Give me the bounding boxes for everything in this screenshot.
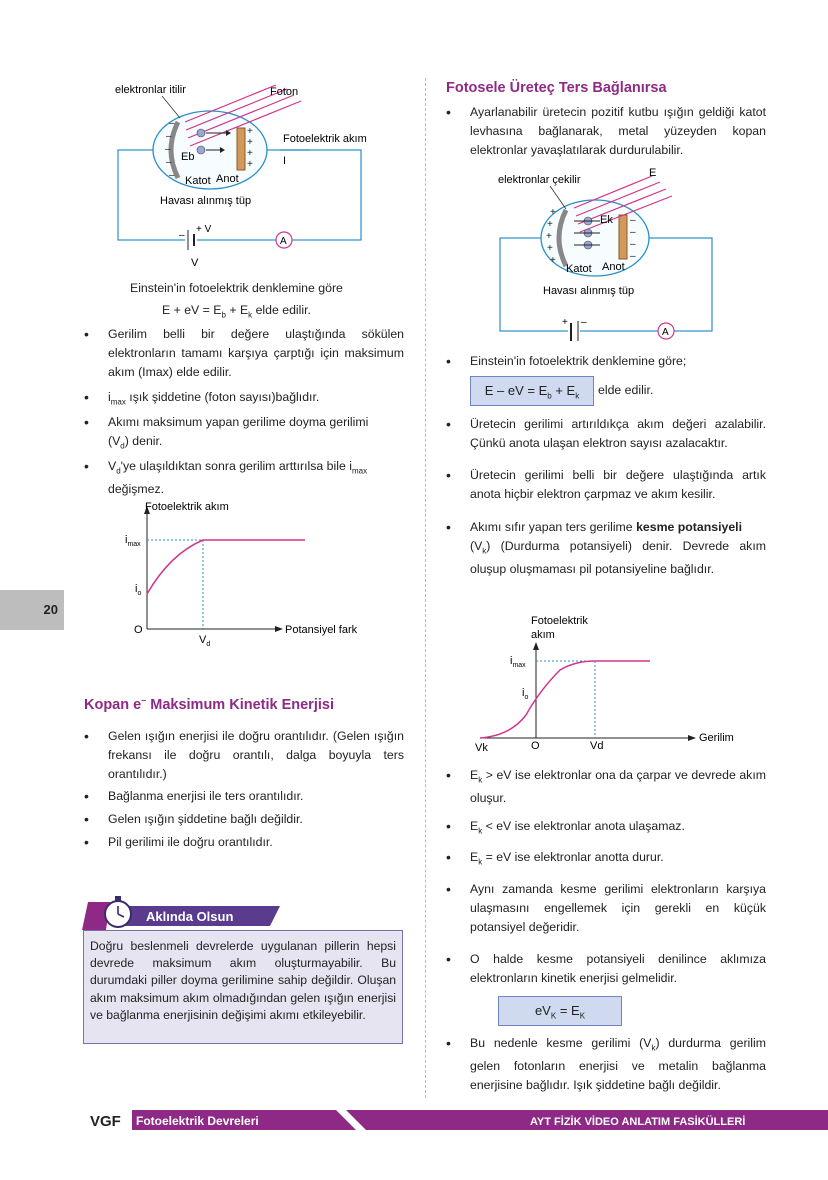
page-number: 20 [43,602,58,617]
battery-plus: + [562,317,568,328]
section-title-kinetic-energy: Kopan e– Maksimum Kinetik Enerjisi [84,695,334,713]
graph1-io-label: $i_o$ [135,583,142,597]
battery-minus: – [179,230,185,241]
battery-v-label: V [191,257,199,269]
ev-ek-box: $eV_K = E_K$ [498,996,622,1026]
left-einstein-intro: Einstein'in fotoelektrik denklemine göre [130,281,343,295]
graph2-y-label-1: Fotoelektrik [531,615,588,627]
ammeter-label: A [662,327,669,338]
right-cond-1: • $E_k$ > eV ise elektronlar ona da çarpar ve devrede akım oluşur. [446,767,766,806]
footer-graphics [88,1106,828,1134]
right-cond-3: • $E_k$ = eV ise elektronlar anotta durur. [446,849,664,867]
saturation-current-graph [115,496,405,651]
current-curve [147,540,305,594]
svg-text:–: – [166,157,172,168]
left-bullet-saturation: • Akımı maksimum yapan gerilime doyma gerilimi $(V_d)$ denir. [84,414,369,451]
graph2-vk-label: Vk [475,742,488,754]
right-einstein-intro: • Einstein'in fotoelektrik denklemine göre; [446,353,687,369]
label-electrons-pulled: elektronlar çekilir [498,174,581,186]
remember-title: Aklında Olsun [146,909,234,924]
graph1-x-label: Potansiyel fark [285,624,358,636]
left-bullet-after-vd: • $V_d'ye$ ulaşıldıktan sonra gerilim arttırılsa bile $i_{max}$ değişmez. [84,458,368,497]
svg-text:–: – [630,251,636,262]
right-cond-2: • $E_k$ < eV ise elektronlar anota ulaşamaz. [446,818,685,836]
label-eb: Eb [181,151,195,163]
graph1-origin: O [134,624,143,636]
battery-plus-v: + V [196,224,212,235]
kinetic-bullet-1: • Gelen ışığın enerjisi ile doğru orantılıdır. (Gelen ışığın frekansı ile doğru orantılı, dalga boyuyla ters orantılıdır.) [84,728,404,781]
right-bullet-last: • Bu nedenle kesme gerilimi $(V_k)$ durdurma gerilim gelen fotonların enerjisi ve metalin bağlanma enerjisine bağlıdır. Işık şiddetine bağlı değildir. [446,1035,766,1093]
anode-plate [619,215,627,259]
left-einstein-equation: E + eV = $E_b + E_k$ elde edilir. [162,303,311,320]
right-bullet-intro: • Ayarlanabilir üretecin pozitif kutbu ışığın geldiği katot levhasına bağlanarak, metal yüzeyden kopan elektronlar yavaşlatılarak durdurulabilir. [446,104,766,157]
current-curve [480,661,650,738]
right-bullet-o-halde: • O halde kesme potansiyeli denilince aklımıza elektronların kinetik enerjisi gelmelidir. [446,951,766,985]
right-bullet-same-time: • Aynı zamanda kesme gerilimi elektronların karşıya ulaşmasını engellemek için gerekli en küçük potansiyel değeridir. [446,881,766,934]
footer-left-title: Fotoelektrik Devreleri [136,1114,259,1128]
right-eq-tail: elde edilir. [598,383,654,397]
ammeter-label: A [280,236,287,247]
graph2-io-label: $i_o$ [522,687,529,701]
reverse-equation-box: E – eV = $E_b + E_k$ [470,376,594,406]
svg-text:–: – [166,131,172,142]
right-bullet-voltage-increase: • Üretecin gerilimi artırıldıkça akım değeri azalabilir. Çünkü anota ulaşan elektron sayısı azalacaktır. [446,416,766,450]
graph2-y-label-2: akım [531,629,555,641]
left-bullet-imax: • Gerilim belli bir değere ulaştığında sökülen elektronların tamamı karşıya çarptığı için maksimum akım (Imax) elde edilir. [84,326,404,379]
svg-text:–: – [630,227,636,238]
page-number-tab [0,590,64,630]
label-anode: Anot [602,261,625,273]
svg-text:+: + [247,137,253,148]
label-anode: Anot [216,173,239,185]
reverse-photocell-diagram [490,165,720,345]
right-title: Fotosele Üreteç Ters Bağlanırsa [446,80,667,96]
anode-plate [237,128,245,170]
kinetic-bullet-4: • Pil gerilimi ile doğru orantılıdır. [84,834,273,850]
graph2-vd-label: Vd [590,740,604,752]
svg-text:+: + [546,231,552,242]
graph2-imax-label: $i_{max}$ [510,655,526,669]
label-cathode: Katot [566,263,592,275]
svg-text:–: – [630,215,636,226]
label-electrons-pushed: elektronlar itilir [115,84,186,96]
svg-text:–: – [169,170,175,181]
kinetic-bullet-3: • Gelen ışığın şiddetine bağlı değildir. [84,811,303,827]
electron [197,146,205,154]
remember-text: Doğru beslenmeli devrelerde uygulanan pillerin hepsi devrede maksimum akım oluşturmayabilir. Bu durumdaki piller doyma gerilimine sahip değildir. Oluşan akım maksimum akım olmadığından gelen ışığın enerjisi ve bağlanma enerjisinin değişimi akımı etkileyebilir. [90,939,396,1022]
svg-text:+: + [550,207,556,218]
svg-text:+: + [247,126,253,137]
svg-text:+: + [547,219,553,230]
column-divider [425,78,426,1098]
graph2-origin: O [531,740,540,752]
svg-text:+: + [247,148,253,159]
footer-right-title: AYT FİZİK VİDEO ANLATIM FASİKÜLLERİ [530,1116,746,1128]
label-vacuum-tube: Havası alınmış tüp [160,195,252,207]
kinetic-bullet-2: • Bağlanma enerjisi ile ters orantılıdır. [84,788,304,804]
label-current-symbol: I [283,155,287,167]
battery-minus: – [581,317,587,328]
left-bullet-intensity: • $i_{max}$ ışık şiddetine (foton sayısı)bağlıdır. [84,389,320,407]
remember-header [80,890,280,932]
svg-text:+: + [550,255,556,266]
electron [197,129,205,137]
svg-text:–: – [169,118,175,129]
svg-text:–: – [165,144,171,155]
label-e: E [649,167,657,179]
right-bullet-current-cut: • Üretecin gerilimi belli bir değere ulaştığında artık anota hiçbir elektron çarpmaz ve akım kesilir. [446,467,766,501]
graph1-vd-label: $V_d$ [199,634,211,648]
graph1-y-label: Fotoelektrik akım [145,501,229,513]
svg-text:+: + [247,159,253,170]
label-vacuum-tube: Havası alınmış tüp [543,285,635,297]
label-ek: Ek [600,214,613,226]
remember-box [83,930,403,1044]
label-photocurrent: Fotoelektrik akım [283,133,367,145]
footer-logo: VGF [90,1113,121,1130]
right-bullet-cutoff-potential: • Akımı sıfır yapan ters gerilime kesme potansiyeli $(V_k)$ (Durdurma potansiyeli) denir. Devrede akım oluşup oluşmaması pil potansiyeline bağlıdır. [446,519,766,577]
graph1-imax-label: $i_{max}$ [125,534,141,548]
label-cathode: Katot [185,175,211,187]
svg-text:+: + [547,243,553,254]
label-photon: Foton [270,86,299,98]
graph2-x-label: Gerilim [699,732,734,744]
photocell-circuit-diagram [80,78,420,273]
stopping-potential-graph [470,610,770,755]
svg-text:–: – [630,239,636,250]
